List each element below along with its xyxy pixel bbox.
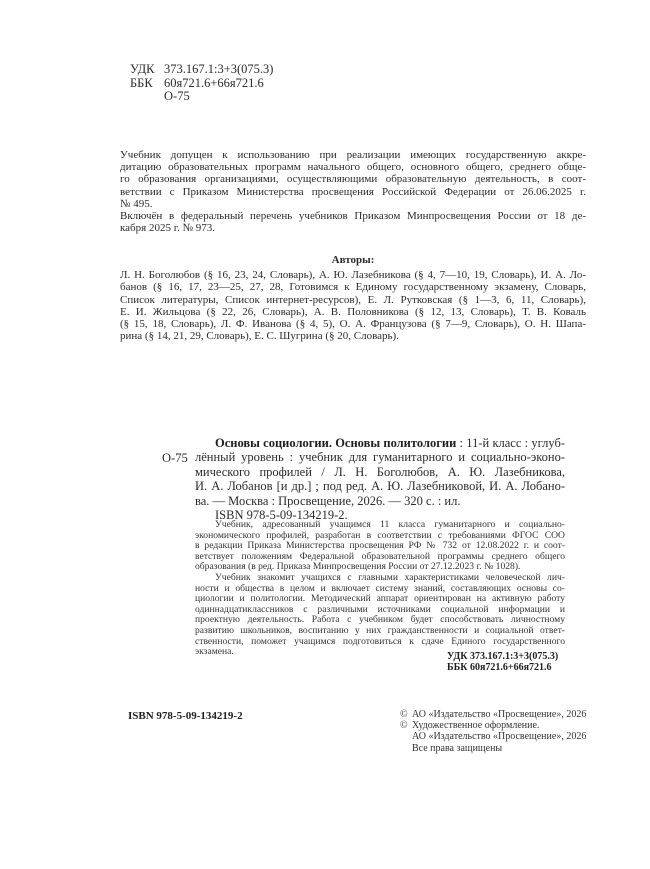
bbk-bottom: ББК 60я721.6+66я721.6 — [447, 662, 552, 673]
catalog-card-line: лённый уровень : учебник для гуманитарного и социально-эконо- — [195, 450, 565, 465]
classification-block-bottom — [447, 651, 558, 673]
bbk-value: 60я721.6+66я721.6 — [164, 75, 264, 90]
abstract-line: циологии и политологии. Методический аппарат ориентирован на активную работу — [195, 593, 565, 605]
abstract-line: развитию школьников, воспитанию у них гражданственности и социальной ответ- — [195, 624, 565, 636]
abstract-line: экзамена. — [195, 646, 234, 658]
copyright-icon: © — [400, 709, 408, 720]
copyright-block — [400, 709, 586, 754]
inclusion-line: Включён в федеральный перечень учебников Приказом Минпросвещения России от 18 де- — [120, 210, 586, 223]
catalog-card-line: мического профилей / Л. Н. Боголюбов, А. Ю. Лазебникова, — [195, 464, 565, 479]
approval-notice — [120, 149, 586, 234]
catalog-card — [195, 436, 565, 522]
abstract-line: экономического профилей, разработан в соответствии с требованиями ФГОС СОО — [195, 529, 565, 541]
approval-line: дитацию образовательных программ начального общего, основного общего, среднего обще- — [120, 161, 586, 174]
catalog-card-title-line — [195, 436, 565, 450]
authors-heading: Авторы: — [331, 254, 375, 266]
authors-line: (§ 15, 18, Словарь), Л. Ф. Иванова (§ 4, 5), О. А. Французова (§ 7—9, Словарь), О. Н. Шапа- — [120, 318, 586, 331]
authors-line: Л. Н. Боголюбов (§ 16, 23, 24, Словарь), А. Ю. Лазебникова (§ 4, 7—10, 19, Словарь), И. А. Ло- — [120, 269, 586, 281]
copyright-line: Художественное оформление. — [412, 720, 540, 732]
catalog-card-line: И. А. Лобанов [и др.] ; под ред. А. Ю. Лазебниковой, И. А. Лобано- — [195, 479, 565, 494]
abstract-line: Учебник, адресованный учащимся 11 класса гуманитарного и социально- — [215, 519, 565, 530]
catalog-card-code: О-75 — [162, 451, 188, 465]
copyright-line: Все права защищены — [412, 742, 503, 754]
approval-line: Учебник допущен к использованию при реализации имеющих государственную аккре- — [120, 149, 586, 161]
abstract-line: ственности, поможет учащимся подготовиться к сдаче Единого государственного — [195, 635, 565, 647]
authors-line: банов (§ 16, 17, 23—25, 27, 28, Готовимся к Единому государственному экзамену, Словарь, — [120, 281, 586, 294]
abstract-line: ности и общества в целом и включает систему знаний, составляющих основы со- — [195, 582, 565, 594]
copyright-line: АО «Издательство «Просвещение», 2026 — [412, 709, 587, 720]
abstract-line: ветствует положениям Федеральной образовательной программы среднего общего — [195, 550, 565, 562]
authors-line: рина (§ 14, 21, 29, Словарь), Е. С. Шугрина (§ 20, Словарь). — [120, 330, 399, 343]
approval-line: ветствии с Приказом Министерства просвещения Российской Федерации от 26.06.2025 г. — [120, 185, 586, 198]
inclusion-line: кабря 2025 г. № 973. — [120, 222, 215, 235]
approval-line: № 495. — [120, 197, 153, 210]
udk-label: УДК — [130, 62, 155, 76]
author-mark: О-75 — [164, 89, 190, 103]
authors-list — [120, 269, 586, 343]
abstract-line: Учебник знакомит учащихся с главными характеристиками человеческой лич- — [215, 571, 565, 583]
udk-value: 373.167.1:3+3(075.3) — [164, 62, 274, 76]
book-title: Основы социологии. Основы политологии — [215, 436, 457, 450]
abstract-line: в редакции Приказа Министерства просвещения РФ № 732 от 12.08.2022 г. и соот- — [195, 540, 565, 552]
copyright-line: АО «Издательство «Просвещение», 2026 — [412, 731, 587, 743]
catalog-card-line: ва. — Москва : Просвещение, 2026. — 320 с. : ил. — [195, 493, 461, 508]
udk-bottom: УДК 373.167.1:3+3(075.3) — [447, 651, 559, 662]
catalog-card-isbn: ISBN 978-5-09-134219-2. — [215, 508, 348, 523]
abstract-line: одиннадцатиклассников с различными источниками социальной информации и — [195, 603, 565, 615]
authors-line: Е. И. Жильцова (§ 22, 26, Словарь), А. В. Половникова (§ 12, 13, Словарь), Т. В. Коваль — [120, 305, 586, 318]
abstract — [195, 520, 565, 658]
classification-block-top — [130, 63, 273, 104]
bbk-label: ББК — [130, 75, 153, 90]
approval-line: го образования организациями, осуществляющими образовательную деятельность, в соот- — [120, 173, 586, 186]
abstract-line: проектную деятельность. Работа с учебником будет способствовать личностному — [195, 614, 565, 626]
authors-line: Список литературы, Список интернет-ресурсов), Е. Л. Рутковская (§ 1—3, 6, 11, Словарь), — [120, 293, 586, 306]
title-line-rest: : 11-й класс : углуб- — [456, 436, 565, 450]
copyright-icon: © — [400, 720, 408, 732]
abstract-line: образования (в ред. Приказа Минпросвещения России от 27.12.2023 г. № 1028). — [195, 561, 521, 573]
isbn-bottom: ISBN 978-5-09-134219-2 — [128, 710, 243, 722]
